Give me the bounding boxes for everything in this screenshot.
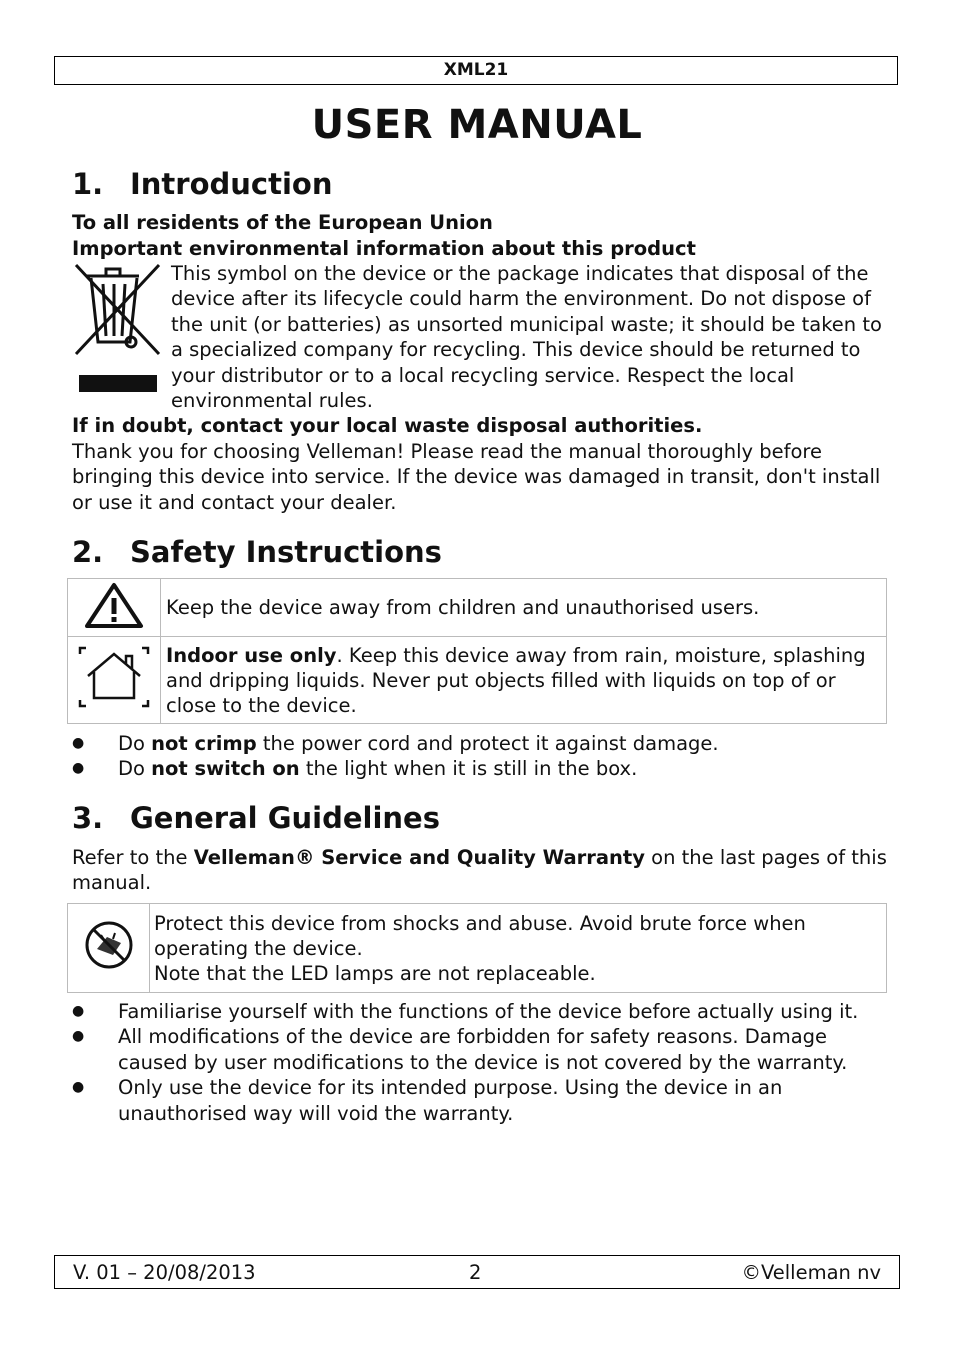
bullet-bold: not switch on [151, 757, 300, 781]
indoor-use-text: . Keep this device away from rain, moisture, splashing and dripping liquids. Never put objects filled with liquids on top of or close to the device. [166, 643, 866, 717]
safety-table [67, 578, 887, 724]
list-item [72, 1075, 888, 1126]
thank-you-paragraph: Thank you for choosing Velleman! Please read the manual thoroughly before bringing this device into service. If the device was damaged in transit, don't install or use it and contact your dealer. [72, 440, 881, 514]
list-item [72, 731, 888, 756]
section-number: 2. [72, 535, 104, 569]
footer-version: V. 01 – 20/08/2013 [73, 1261, 256, 1284]
section-number: 3. [72, 801, 104, 835]
section-title: General Guidelines [130, 801, 440, 835]
document-header-model: XML21 [54, 56, 898, 85]
footer-copyright: ©Velleman nv [741, 1261, 881, 1284]
bullet-pre: Do [118, 757, 152, 781]
bullet-text: All modifications of the device are forbidden for safety reasons. Damage caused by user modifications to the device is not covered by the warranty. [118, 1025, 848, 1074]
guidelines-row [68, 904, 887, 993]
indoor-icon-cell [68, 637, 161, 724]
bullet-dot: ● [72, 760, 85, 777]
list-item [72, 756, 888, 781]
safety-row-indoor [68, 637, 887, 724]
indoor-use-bold: Indoor use only [166, 643, 337, 667]
bullet-dot: ● [72, 1028, 85, 1045]
weee-disposal-text: This symbol on the device or the package indicates that disposal of the device after its lifecycle could harm the environment. Do not dispose of the unit (or batteries) as unsorted municipal waste; it should be taken to a specialized company for recycling. This device should be returned to your distributor or to a local recycling service. Respect the local environmental rules. [171, 262, 882, 413]
warning-icon-cell [68, 579, 161, 637]
warning-triangle-icon [83, 611, 145, 634]
guidelines-box-text [150, 904, 887, 993]
list-item [72, 1024, 888, 1075]
page-title: USER MANUAL [311, 102, 643, 148]
section-title: Safety Instructions [130, 535, 442, 569]
indoor-house-icon [72, 694, 156, 717]
guidelines-table [67, 903, 887, 993]
safety-bullet-list [72, 731, 888, 782]
bullet-bold: not crimp [151, 732, 257, 755]
weee-bin-icon [73, 262, 163, 398]
bullet-dot: ● [72, 735, 85, 751]
safety-row-text: Keep the device away from children and unauthorised users. [161, 579, 887, 637]
page-footer [54, 1255, 900, 1289]
safety-row-children [68, 579, 887, 637]
environmental-info-line: Important environmental information about this product [72, 237, 696, 260]
waste-authority-line: If in doubt, contact your local waste disposal authorities. [72, 414, 703, 437]
warranty-bold: Velleman® Service and Quality Warranty [193, 846, 645, 869]
guidelines-box-line-2: Note that the LED lamps are not replaceable. [154, 961, 596, 985]
list-item [72, 999, 888, 1024]
warranty-post: on the last pages of this manual. [72, 846, 887, 895]
bullet-pre: Do [118, 732, 152, 755]
section-heading-safety [72, 534, 442, 570]
shock-icon-cell [68, 904, 150, 993]
bullet-dot: ● [72, 1079, 85, 1096]
guidelines-box-line-1: Protect this device from shocks and abuse. Avoid brute force when operating the device. [154, 911, 806, 960]
eu-residents-line: To all residents of the European Union [72, 211, 493, 234]
bullet-post: the power cord and protect it against damage. [256, 732, 719, 755]
warranty-pre: Refer to the [72, 846, 194, 869]
safety-row-text [161, 637, 887, 724]
no-shock-icon [83, 953, 135, 976]
section-heading-introduction [72, 166, 333, 202]
footer-page-number: 2 [469, 1261, 482, 1284]
bullet-dot: ● [72, 1003, 85, 1019]
warranty-reference [72, 845, 888, 896]
bullet-post: the light when it is still in the box. [299, 757, 638, 781]
section-number: 1. [72, 167, 104, 201]
guidelines-bullet-list [72, 999, 888, 1126]
section-title: Introduction [130, 167, 333, 201]
bullet-text: Only use the device for its intended purpose. Using the device in an unauthorised way will void the warranty. [118, 1076, 783, 1125]
bullet-text: Familiarise yourself with the functions of the device before actually using it. [118, 1000, 859, 1023]
section-heading-guidelines [72, 800, 440, 836]
